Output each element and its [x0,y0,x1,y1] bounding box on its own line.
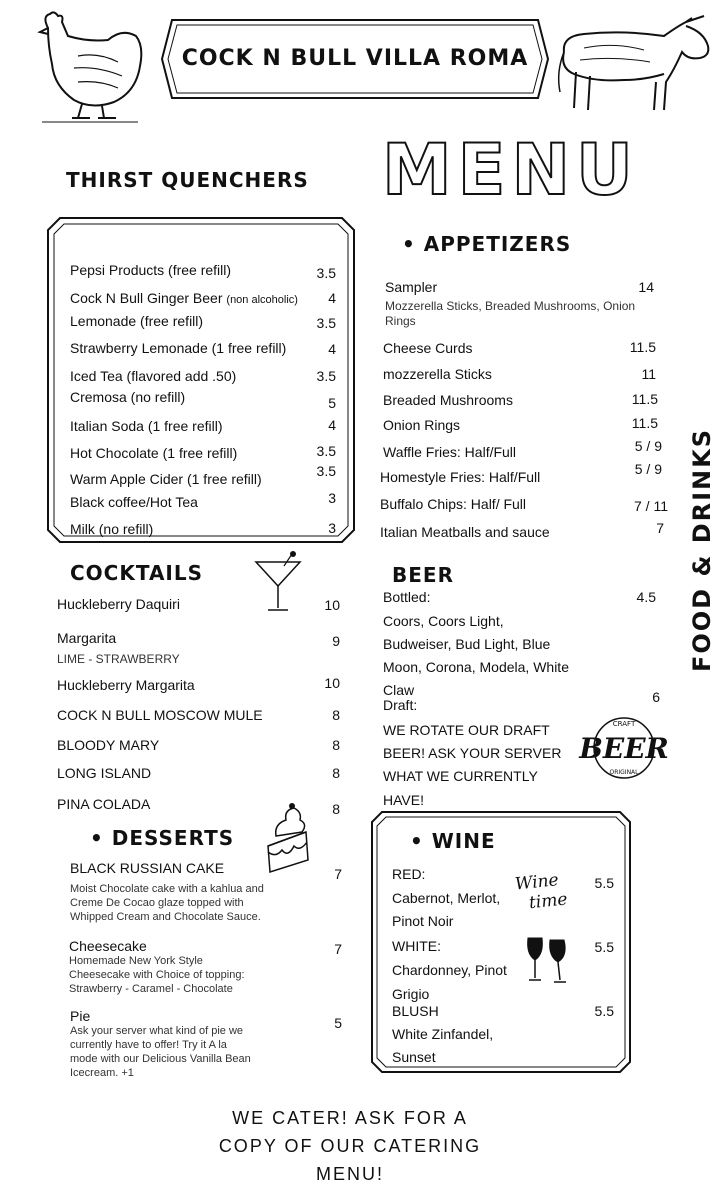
thirst-item-price: 3.5 [316,443,336,459]
appetizer-price: 11.5 [631,391,658,407]
beer-draft-line: WE ROTATE OUR DRAFT [383,722,550,738]
wine-heading-text: WINE [431,829,496,853]
appetizer-name: Onion Rings [383,417,461,433]
thirst-item-name: Hot Chocolate (1 free refill) [70,445,238,461]
dessert-name: Pie [70,1008,91,1024]
thirst-item-price: 3.5 [316,265,336,281]
dessert-desc-line: Icecream. +1 [70,1067,134,1079]
beer-draft-price: 6 [652,689,660,705]
cocktail-price: 10 [324,597,340,613]
thirst-item-price: 4 [328,341,336,357]
beer-bottled-line: Coors, Coors Light, [383,613,504,629]
dessert-desc-line: Moist Chocolate cake with a kahlua and [70,883,264,895]
side-label-text: FOOD & DRINKS [688,427,716,673]
cocktail-price: 8 [332,765,340,781]
appetizer-name: Breaded Mushrooms [383,392,513,408]
beer-bottled-line: Budweiser, Bud Light, Blue [383,636,551,652]
beer-bottled-price: 4.5 [636,589,656,605]
beer-draft-line: HAVE! [383,792,424,808]
thirst-item-note: (non alcoholic) [226,294,298,306]
menu-word-graphic [380,134,660,200]
cocktail-name: Huckleberry Daquiri [57,596,180,612]
wine-glasses-icon [524,934,570,988]
dessert-desc-line: mode with our Delicious Vanilla Bean [70,1053,251,1065]
cocktails-heading: COCKTAILS [70,561,204,585]
wine-group-price: 5.5 [594,875,614,891]
appetizers-heading: • APPETIZERS [402,232,572,256]
beer-draft-line: WHAT WE CURRENTLY [383,768,538,784]
dessert-desc-line: Ask your server what kind of pie we [70,1025,244,1037]
thirst-item-label: Cock N Bull Ginger Beer [70,290,223,306]
wine-script-line2: time [528,889,569,914]
cocktail-name: PINA COLADA [57,796,151,812]
appetizer-price: 5 / 9 [634,461,662,477]
thirst-item-price: 3.5 [316,463,336,479]
desserts-heading-text: DESSERTS [111,826,235,850]
wine-group-line: Chardonney, Pinot [392,962,507,978]
thirst-item-price: 3 [328,490,336,506]
dessert-price: 5 [334,1015,342,1031]
thirst-item-name: Pepsi Products (free refill) [70,262,232,278]
thirst-item-price: 4 [328,417,336,433]
wine-group-line: White Zinfandel, [392,1026,494,1042]
craft-beer-badge [572,712,676,784]
beer-draft-label: Draft: [383,697,418,713]
dessert-name: Cheesecake [69,938,147,954]
thirst-item-name: Black coffee/Hot Tea [70,494,198,510]
badge-top-text: CRAFT [612,720,636,728]
cocktail-name: BLOODY MARY [57,737,160,753]
cocktail-price: 10 [324,675,340,691]
dessert-desc-line: Strawberry - Caramel - Chocolate [69,983,233,995]
thirst-item-name: Iced Tea (flavored add .50) [70,368,237,384]
restaurant-title: COCK N BULL VILLA ROMA [181,46,529,71]
catering-line: COPY OF OUR CATERING [218,1136,482,1156]
appetizer-desc: Mozzerella Sticks, Breaded Mushrooms, Onion Rings [385,299,636,328]
bull-illustration [554,12,716,124]
appetizer-price: 7 / 11 [634,498,668,514]
dessert-desc-line: Cheesecake with Choice of topping: [69,969,245,981]
thirst-item-name: Strawberry Lemonade (1 free refill) [70,340,287,356]
appetizer-price: 11.5 [631,415,658,431]
cake-slice-icon [262,802,314,874]
appetizer-price: 7 [656,520,664,536]
beer-bottled-line: Claw [383,682,415,698]
appetizer-price: 14 [638,279,654,295]
wine-time-script [514,869,568,914]
thirst-item-price: 4 [328,290,336,306]
thirst-item-price: 3.5 [316,315,336,331]
desserts-heading: • DESSERTS [90,826,235,850]
cocktail-price: 8 [332,737,340,753]
thirst-item-name: Warm Apple Cider (1 free refill) [70,471,262,487]
wine-heading: • WINE [410,829,496,853]
martini-glass-icon [250,550,306,614]
dessert-desc-line: currently have to offer! Try it A la [70,1039,227,1051]
food-drinks-side-label [682,420,722,680]
appetizer-name: Homestyle Fries: Half/Full [380,469,541,485]
appetizer-price: 5 / 9 [634,438,662,454]
thirst-item-price: 3 [328,520,336,536]
wine-group-line: Pinot Noir [392,913,454,929]
cocktail-price: 8 [332,801,340,817]
cocktail-name: Margarita [57,630,117,646]
beer-heading: BEER [392,563,454,587]
thirst-heading: THIRST QUENCHERS [66,168,309,192]
appetizers-heading-text: APPETIZERS [423,232,572,256]
wine-script-line1: Wine [514,870,560,895]
catering-line: WE CATER! ASK FOR A [232,1108,468,1128]
appetizer-name: Waffle Fries: Half/Full [383,444,517,460]
appetizer-name: Buffalo Chips: Half/ Full [380,496,527,512]
cocktail-price: 9 [332,633,340,649]
wine-group-line: Grigio [392,986,430,1002]
badge-bottom-text: ORIGINAL [609,769,639,776]
thirst-item-name: Lemonade (free refill) [70,313,204,329]
wine-group-label: WHITE: [392,938,441,954]
cocktail-desc: LIME - STRAWBERRY [57,652,180,666]
dessert-desc-line: Creme De Cocao glaze topped with [70,897,244,909]
thirst-item-price: 3.5 [316,368,336,384]
beer-draft-line: BEER! ASK YOUR SERVER [383,745,562,761]
wine-group-line: Sunset [392,1049,436,1065]
cocktail-name: Huckleberry Margarita [57,677,195,693]
appetizer-price: 11 [641,366,656,382]
menu-word: MENU [382,134,639,200]
wine-group-price: 5.5 [594,1003,614,1019]
thirst-item-price: 5 [328,395,336,411]
chicken-illustration [18,6,158,124]
appetizer-name: mozzerella Sticks [383,366,492,382]
appetizer-name: Sampler [385,279,438,295]
thirst-item-name [70,290,298,306]
beer-bottled-label: Bottled: [383,589,431,605]
appetizer-price: 11.5 [629,339,656,355]
wine-group-label: RED: [392,866,426,882]
badge-main-text: BEER [579,732,669,765]
cocktail-price: 8 [332,707,340,723]
beer-bottled-line: Moon, Corona, Modela, White [383,659,569,675]
wine-group-line: Cabernot, Merlot, [392,890,501,906]
thirst-item-name: Cremosa (no refill) [70,389,186,405]
thirst-item-name: Milk (no refill) [70,521,154,537]
wine-group-label: BLUSH [392,1003,439,1019]
appetizer-name: Italian Meatballs and sauce [380,524,550,540]
dessert-desc-line: Homemade New York Style [69,955,203,967]
wine-group-price: 5.5 [594,939,614,955]
appetizer-name: Cheese Curds [383,340,473,356]
cocktail-name: COCK N BULL MOSCOW MULE [57,707,263,723]
dessert-desc-line: Whipped Cream and Chocolate Sauce. [70,911,261,923]
catering-line: MENU! [316,1164,384,1184]
dessert-name: BLACK RUSSIAN CAKE [70,860,225,876]
cocktail-name: LONG ISLAND [57,765,152,781]
catering-note [190,1104,510,1188]
title-banner [160,18,550,100]
dessert-price: 7 [334,941,342,957]
dessert-price: 7 [334,866,342,882]
thirst-item-name: Italian Soda (1 free refill) [70,418,223,434]
